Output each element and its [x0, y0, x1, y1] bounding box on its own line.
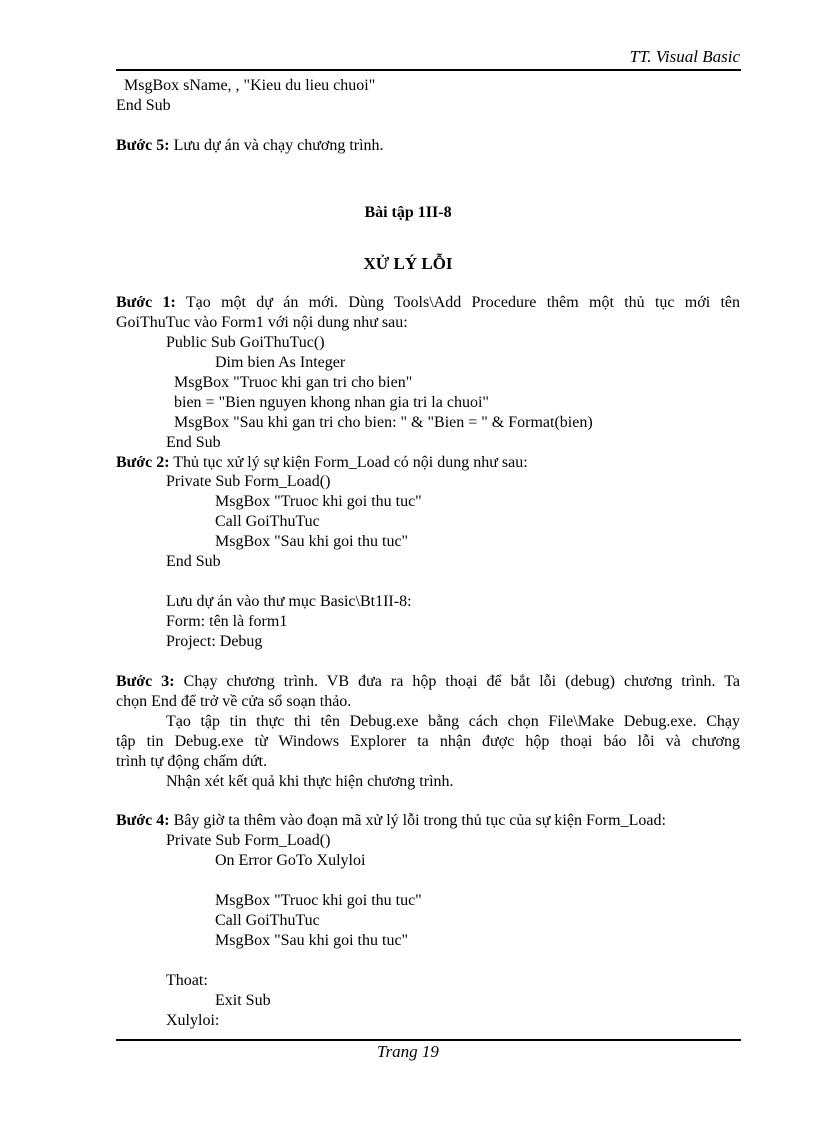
code-line: MsgBox "Truoc khi goi thu tuc" — [215, 493, 422, 510]
step2-text: Thủ tục xử lý sự kiện Form_Load có nội dung như sau: — [169, 454, 528, 471]
exercise-title: Bài tập 1II-8 — [364, 204, 452, 221]
step3-para2-line3: trình tự động chấm dứt. — [116, 753, 268, 770]
code-line: bien = "Bien nguyen khong nhan gia tri la chuoi" — [174, 394, 489, 411]
code-line: MsgBox sName, , "Kieu du lieu chuoi" — [116, 77, 376, 94]
code-line: Exit Sub — [215, 992, 271, 1009]
code-line: Public Sub GoiThuTuc() — [166, 334, 325, 351]
page-number: Trang 19 — [377, 1042, 439, 1061]
code-line: Dim bien As Integer — [215, 354, 346, 371]
step3-para3: Nhận xét kết quả khi thực hiện chương trình. — [166, 773, 454, 790]
step5-label: Bước 5: — [116, 137, 170, 154]
header-rule — [116, 69, 741, 71]
code-line: MsgBox "Sau khi goi thu tuc" — [215, 932, 409, 949]
step1-line1 — [116, 293, 740, 313]
code-line: MsgBox "Truoc khi gan tri cho bien" — [174, 374, 413, 391]
code-line: On Error GoTo Xulyloi — [215, 852, 366, 869]
header-title: TT. Visual Basic — [629, 47, 740, 66]
save-line: Form: tên là form1 — [166, 613, 288, 630]
code-line: Xulyloi: — [166, 1012, 220, 1029]
step5-paragraph — [116, 136, 384, 156]
code-line: End Sub — [166, 553, 221, 570]
footer-rule — [116, 1039, 741, 1041]
step3-para2-line2: tập tin Debug.exe từ Windows Explorer ta nhận được hộp thoại báo lỗi và chương — [116, 733, 740, 750]
step2-label: Bước 2: — [116, 454, 170, 471]
exercise-subtitle: XỬ LÝ LỖI — [363, 254, 453, 273]
code-line: Thoat: — [166, 972, 208, 989]
step3-para2-line1: Tạo tập tin thực thi tên Debug.exe bằng cách chọn File\Make Debug.exe. Chạy — [166, 713, 740, 730]
step3-label: Bước 3: — [116, 673, 175, 690]
code-line: MsgBox "Truoc khi goi thu tuc" — [215, 892, 422, 909]
code-line: Private Sub Form_Load() — [166, 832, 331, 849]
code-line: Call GoiThuTuc — [215, 912, 320, 929]
step4-text: Bây giờ ta thêm vào đoạn mã xử lý lỗi trong thủ tục của sự kiện Form_Load: — [169, 812, 666, 829]
step4-label: Bước 4: — [116, 812, 170, 829]
code-line: MsgBox "Sau khi gan tri cho bien: " & "Bien = " & Format(bien) — [174, 414, 593, 431]
code-line: MsgBox "Sau khi goi thu tuc" — [215, 533, 409, 550]
step3-line1 — [116, 672, 740, 692]
save-line: Project: Debug — [166, 633, 263, 650]
step1-text: Tạo một dự án mới. Dùng Tools\Add Procedure thêm một thủ tục mới tên — [175, 294, 741, 311]
code-line: End Sub — [166, 434, 221, 451]
step2-paragraph — [116, 453, 528, 473]
code-line: End Sub — [116, 97, 171, 114]
step1-label: Bước 1: — [116, 294, 176, 311]
code-line: Private Sub Form_Load() — [166, 473, 331, 490]
step3-line2: chọn End để trở về cửa sổ soạn thảo. — [116, 693, 352, 710]
step4-paragraph — [116, 811, 666, 831]
save-line: Lưu dự án vào thư mục Basic\Bt1II-8: — [166, 593, 412, 610]
step1-line2: GoiThuTuc vào Form1 với nội dung như sau: — [116, 314, 408, 331]
step3-text: Chạy chương trình. VB đưa ra hộp thoại để bắt lỗi (debug) chương trình. Ta — [174, 673, 741, 690]
code-line: Call GoiThuTuc — [215, 513, 320, 530]
step5-text: Lưu dự án và chạy chương trình. — [169, 137, 384, 154]
